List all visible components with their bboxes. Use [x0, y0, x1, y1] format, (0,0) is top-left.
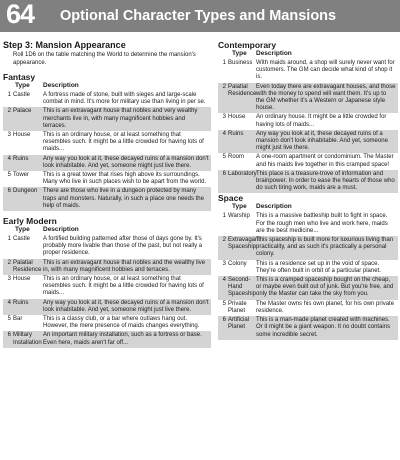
type-cell: [218, 131, 256, 153]
table-row: [3, 275, 211, 299]
type-cell: [3, 92, 43, 106]
type-cell: [218, 84, 256, 113]
column-header-type: Type: [232, 203, 247, 211]
type-name: Second-Hand Spaceship: [228, 277, 257, 298]
type-cell: [218, 237, 261, 259]
type-cell: [3, 332, 43, 346]
table-row: [218, 113, 398, 129]
table-row: [3, 155, 211, 171]
type-cell: [218, 213, 256, 235]
type-name: Palatial Residence: [228, 83, 257, 97]
description-cell: This is a cramped spaceship bought on the cheap, or maybe even built out of junk. But you're free, and only the Master can take the sky from you.: [256, 277, 394, 298]
type-name: Castle: [13, 92, 31, 98]
roll-number: 2: [7, 108, 11, 115]
type-cell: [218, 317, 256, 339]
section-title: Contemporary: [218, 40, 277, 50]
description-cell: This spaceship is built more for luxurious living than practicality, and as such it's practically a personal colony.: [256, 237, 394, 258]
table-header: [218, 50, 398, 58]
table-row: [3, 315, 211, 331]
roll-number: 1: [222, 213, 226, 220]
description-cell: This is an ordinary house, or at least something that resembles such. It might be a little crowded for having lots of maids...: [43, 276, 204, 297]
type-name: Colony: [228, 260, 247, 267]
table-row: [3, 331, 211, 347]
table-row: [3, 235, 211, 259]
type-cell: [3, 188, 43, 210]
type-name: Palace: [13, 108, 32, 115]
roll-number: 3: [7, 132, 11, 139]
table-row: [218, 212, 398, 236]
table-header: [3, 226, 211, 234]
roll-number: 4: [222, 277, 226, 284]
description-cell: A fortress made of stone, built with sieges and large-scale combat in mind. It's more for military use than living in per se.: [43, 92, 206, 106]
early-modern-table: [3, 235, 211, 348]
roll-number: 1: [7, 92, 11, 98]
type-cell: [3, 156, 43, 170]
space-section: [218, 193, 398, 339]
description-cell: An important military installation, such as a fortress or base. Even here, maids aren't far off...: [43, 332, 202, 346]
table-row: [3, 171, 211, 187]
type-name: Room: [228, 154, 245, 161]
column-header-type: Type: [15, 82, 30, 89]
table-row: [218, 153, 398, 169]
roll-number: 5: [7, 172, 11, 179]
roll-number: 5: [222, 300, 226, 307]
type-cell: [218, 171, 256, 193]
type-cell: [218, 301, 256, 315]
type-cell: [3, 236, 43, 258]
roll-number: 6: [7, 332, 11, 339]
description-cell: This is an extravagant house that nobles and very wealthy merchants live in, with many magnificent hobbies and terraces.: [43, 108, 198, 129]
type-name: Palatial Residence: [13, 259, 42, 273]
description-cell: This is a massive battleship built to fight in space. For the rough men who live and work here, maids are the best medicine...: [256, 213, 388, 234]
column-header-type: Type: [232, 50, 247, 57]
fantasy-table: [3, 91, 211, 211]
type-name: House: [228, 114, 246, 121]
roll-number: 4: [222, 130, 226, 137]
type-name: Artificial Planet: [228, 317, 250, 331]
description-cell: This is a great tower that rises high above its surroundings. Many who live in such places wish to be apart from the world.: [43, 172, 207, 186]
type-cell: [3, 172, 43, 186]
type-name: House: [13, 132, 31, 139]
roll-number: 3: [222, 260, 226, 267]
type-name: Ruins: [13, 155, 29, 162]
early-modern-section: [3, 216, 211, 348]
section-title: Space: [218, 193, 244, 204]
space-table: [218, 212, 398, 339]
column-header-description: Description: [256, 50, 292, 57]
section-title: Fantasy: [3, 72, 36, 82]
type-name: Private Planet: [228, 300, 247, 314]
column-header-description: Description: [256, 203, 292, 211]
table-row: [3, 107, 211, 131]
type-name: Extravagant Spaceship: [228, 237, 261, 251]
description-cell: This is a man-made planet created with machines. Or it might be a giant weapon. It no doubt contains some incredible secret.: [256, 317, 391, 338]
type-name: Military Installation: [13, 332, 42, 346]
table-row: [218, 170, 398, 194]
type-name: Bar: [13, 316, 23, 323]
roll-number: 6: [7, 188, 11, 195]
section-title: Early Modern: [3, 216, 57, 227]
type-cell: [218, 114, 256, 128]
description-cell: This is an extravagant house that nobles and the wealthy live in, with many magnificent hobbies and terraces.: [43, 259, 206, 273]
type-cell: [3, 260, 43, 274]
table-row: [218, 260, 398, 276]
type-name: Ruins: [228, 130, 244, 137]
description-cell: Any way you look at it, these decayed ruins of a mansion don't look inhabitable. And yet, someone might just live there.: [256, 130, 388, 152]
description-cell: With maids around, a shop will surely never want for customers. The GM can decide what kind of shop it is.: [256, 60, 395, 81]
header-bar: [0, 0, 400, 32]
type-cell: [218, 277, 256, 299]
roll-number: 3: [7, 276, 11, 283]
type-name: Tower: [13, 172, 30, 179]
roll-number: 1: [7, 236, 11, 243]
description-cell: This is a residence set up in the void of space. They're often built in orbit of a particular planet.: [256, 260, 381, 274]
description-cell: Even today there are extravagant houses, and those with the money to spend will want them. It's up to the GM whether it's a Western or Japanese style house.: [256, 83, 396, 112]
table-row: [218, 236, 398, 260]
roll-number: 2: [222, 237, 226, 244]
type-cell: [3, 300, 43, 314]
roll-number: 6: [222, 170, 226, 177]
table-row: [218, 130, 398, 154]
table-row: [3, 259, 211, 275]
table-header: [218, 203, 398, 211]
column-header-description: Description: [43, 82, 79, 89]
type-cell: [3, 132, 43, 154]
type-cell: [218, 60, 256, 82]
type-cell: [218, 261, 256, 275]
description-cell: A one-room apartment or condominium. The Master and his maids live together in this cramped space!: [256, 154, 394, 168]
table-row: [3, 131, 211, 155]
table-row: [3, 187, 211, 211]
type-name: House: [13, 276, 31, 283]
roll-number: 4: [7, 299, 11, 306]
table-row: [218, 316, 398, 340]
column-header-type: Type: [15, 226, 30, 234]
intro-text: Roll 1D6 on the table matching the World to determine the mansion's appearance.: [13, 52, 196, 66]
type-cell: [218, 154, 256, 168]
roll-number: 5: [222, 154, 226, 161]
type-name: Ruins: [13, 299, 29, 306]
table-row: [3, 91, 211, 107]
type-name: Laboratory: [228, 170, 257, 177]
type-cell: [3, 276, 43, 298]
roll-number: 2: [222, 83, 226, 90]
description-cell: There are those who live in a dungeon protected by many traps and monsters. Naturally, in such a place one needs the help of maids.: [43, 188, 204, 209]
description-cell: This place is a treasure-trove of information and brainpower. In order to ease the hearts of those who do such tiring work, maids are a must.: [256, 170, 395, 192]
type-name: Castle: [13, 236, 31, 243]
roll-number: 2: [7, 259, 11, 266]
description-cell: Any way you look at it, these decayed ruins of a mansion don't look inhabitable. And yet, someone might just live there.: [43, 299, 209, 313]
type-name: Warship: [228, 213, 250, 220]
description-cell: A fortified building patterned after those of days gone by. It's probably more livable than those of the past, but not really a proper residence.: [43, 236, 203, 257]
column-header-description: Description: [43, 226, 79, 234]
table-row: [218, 300, 398, 316]
contemporary-section: [218, 40, 398, 193]
description-cell: Any way you look at it, these decayed ruins of a mansion don't look inhabitable. And yet, someone might just live there.: [43, 155, 209, 169]
roll-number: 1: [222, 60, 226, 66]
description-cell: An ordinary house. It might be a little crowded for having lots of maids...: [256, 114, 387, 128]
roll-number: 3: [222, 114, 226, 121]
table-row: [218, 276, 398, 300]
right-column: [218, 40, 398, 340]
page-title: Optional Character Types and Mansions: [60, 8, 337, 24]
roll-number: 4: [7, 155, 11, 162]
table-row: [218, 59, 398, 83]
table-header: [3, 82, 211, 90]
roll-number: 6: [222, 317, 226, 324]
table-row: [218, 83, 398, 114]
page-number: 64: [6, 0, 35, 29]
left-column: [3, 40, 211, 348]
type-name: Business: [228, 60, 253, 66]
fantasy-section: [3, 72, 211, 211]
table-row: [3, 299, 211, 315]
type-cell: [3, 108, 43, 130]
type-cell: [3, 316, 43, 330]
type-name: Dungeon: [13, 188, 38, 195]
description-cell: This is a classy club, or a bar where outlaws hang out. However, the mere presence of maids changes everything.: [43, 316, 200, 330]
roll-number: 5: [7, 316, 11, 323]
description-cell: This is an ordinary house, or at least something that resembles such. It might be a little crowded for having lots of maids...: [43, 132, 204, 153]
description-cell: The Master owns his own planet, for his own private residence.: [256, 300, 395, 314]
step-title: Step 3: Mansion Appearance: [3, 40, 126, 50]
contemporary-table: [218, 59, 398, 193]
